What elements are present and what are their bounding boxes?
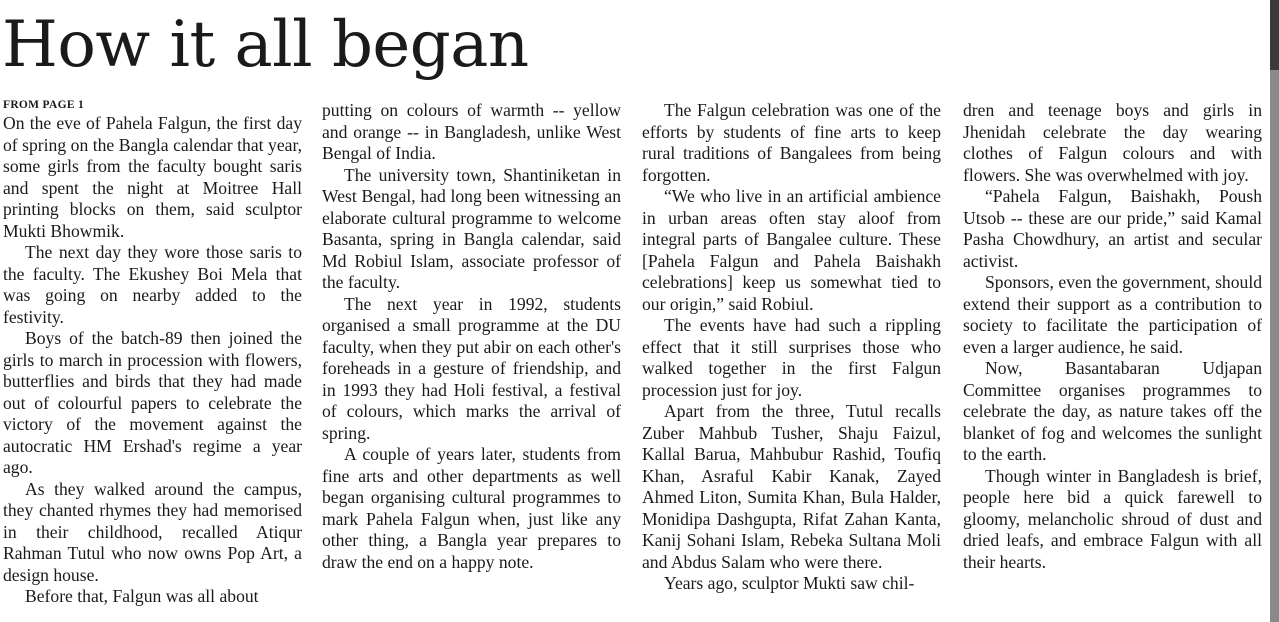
page-edge-dark	[1270, 0, 1279, 70]
paragraph: “We who live in an artificial ambience in urban areas often stay aloof from integral parts of Bangalee culture. These [Pahela Falgun and Pahela Baishakh celebrations] keep us somewhat tied to our origin,” said Robiul.	[642, 186, 941, 314]
paragraph: The next day they wore those saris to the faculty. The Ekushey Boi Mela that was going on nearby added to the festivity.	[3, 242, 302, 327]
page-edge-shadow	[1270, 0, 1279, 622]
article-column-1	[3, 98, 302, 608]
article-column-2	[322, 100, 621, 573]
paragraph: As they walked around the campus, they chanted rhymes they had memorised in their childhood, recalled Atiqur Rahman Tutul who now owns Pop Art, a design house.	[3, 478, 302, 585]
paragraph: On the eve of Pahela Falgun, the first day of spring on the Bangla calendar that year, some girls from the faculty bought saris and spent the night at Moitree Hall printing blocks on them, said sculptor Mukti Bhowmik.	[3, 113, 302, 241]
paragraph: The university town, Shantiniketan in West Bengal, had long been witnessing an elaborate cultural programme to welcome Basanta, spring in Bangla calendar, said Md Robiul Islam, associate professor of the faculty.	[322, 164, 621, 292]
article-column-4	[963, 100, 1262, 573]
paragraph: Before that, Falgun was all about	[25, 586, 259, 606]
paragraph: A couple of years later, students from fine arts and other departments as well began organising cultural programmes to mark Pahela Falgun when, just like any other thing, a Bangla year prepares to draw the end on a happy note.	[322, 444, 621, 572]
article-headline: How it all began	[2, 8, 529, 82]
paragraph: Though winter in Bangladesh is brief, people here bid a quick farewell to gloomy, melancholic shroud of dust and dried leafs, and embrace Falgun with all their hearts.	[963, 465, 1262, 572]
paragraph: putting on colours of warmth -- yellow and orange -- in Bangladesh, unlike West Bengal of India.	[322, 100, 621, 163]
paragraph: Sponsors, even the government, should extend their support as a contribution to society to facilitate the participation of even a larger audience, he said.	[963, 272, 1262, 357]
article-column-3	[642, 100, 941, 595]
paragraph: The events have had such a rippling effect that it still surprises those who walked together in the first Falgun procession just for joy.	[642, 315, 941, 400]
paragraph: The Falgun celebration was one of the efforts by students of fine arts to keep rural traditions of Bangalees from being forgotten.	[642, 100, 941, 185]
paragraph: “Pahela Falgun, Baishakh, Poush Utsob -- these are our pride,” said Kamal Pasha Chowdhury, an artist and secular activist.	[963, 186, 1262, 271]
paragraph: The next year in 1992, students organised a small programme at the DU faculty, when they put abir on each other's foreheads in a gesture of friendship, and in 1993 they had Holi festival, a festival of colours, which marks the arrival of spring.	[322, 293, 621, 443]
continuation-kicker: FROM PAGE 1	[3, 99, 85, 111]
paragraph: Years ago, sculptor Mukti saw chil-	[664, 573, 915, 593]
paragraph: Boys of the batch-89 then joined the girls to march in procession with flowers, butterflies and birds that they had made out of colourful papers to celebrate the victory of the movement against the autocratic HM Ershad's regime a year ago.	[3, 328, 302, 477]
paragraph: Now, Basantabaran Udjapan Committee organises programmes to celebrate the day, as nature takes off the blanket of fog and welcomes the sunlight to the earth.	[963, 358, 1262, 464]
paragraph: dren and teenage boys and girls in Jhenidah celebrate the day wearing clothes of Falgun colours and with flowers. She was overwhelmed with joy.	[963, 100, 1262, 185]
paragraph: Apart from the three, Tutul recalls Zuber Mahbub Tusher, Shaju Faizul, Kallal Barua, Mahbubur Rashid, Toufiq Khan, Asraful Kabir Kanak, Zayed Ahmed Liton, Sumita Khan, Bula Halder, Monidipa Dashgupta, Rifat Zahan Kanta, Kanij Sohani Islam, Rebeka Sultana Moli and Abdus Salam who were there.	[642, 401, 941, 572]
